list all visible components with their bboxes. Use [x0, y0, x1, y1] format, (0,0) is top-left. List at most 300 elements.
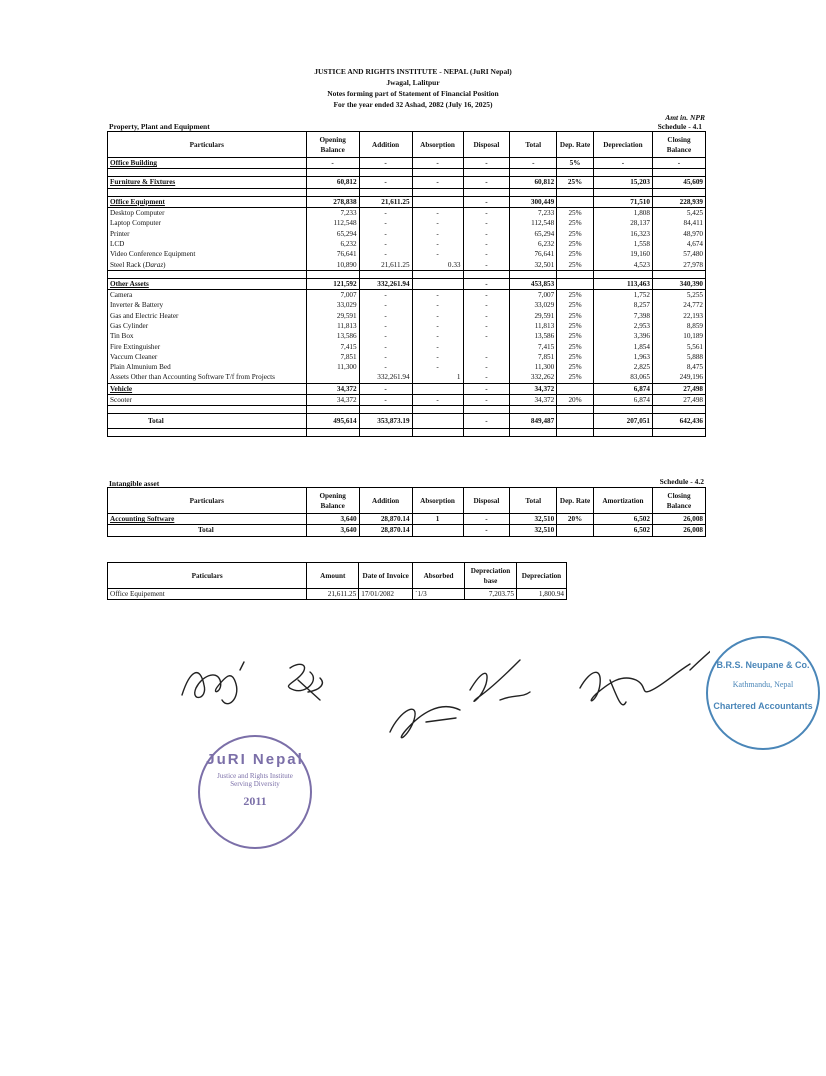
- cell-closing: 48,970: [652, 228, 705, 238]
- cell-name: Laptop Computer: [108, 218, 307, 228]
- spacer-cell: [510, 169, 557, 177]
- cell-name: Assets Other than Accounting Software T/f from Projects: [108, 372, 307, 383]
- total-rate: [557, 525, 594, 536]
- inv-col-depreciation: Depreciation: [516, 563, 566, 589]
- cell-rate: 25%: [557, 207, 594, 218]
- cell-opening: 76,641: [306, 249, 359, 259]
- group-row: [108, 158, 706, 169]
- total-closing: 26,008: [652, 525, 705, 536]
- col-closing: Closing Balance: [652, 488, 705, 514]
- cell-rate: 25%: [557, 321, 594, 331]
- cell-total: 453,853: [510, 278, 557, 289]
- spacer-cell: [557, 429, 594, 437]
- cell-total: 332,262: [510, 372, 557, 383]
- col-opening: Opening Balance: [306, 488, 359, 514]
- total-row: [108, 414, 706, 429]
- cell-opening: 7,233: [306, 207, 359, 218]
- cell-disposal: -: [463, 514, 510, 525]
- cell-name: Office Building: [108, 158, 307, 169]
- cell-addition: -: [359, 300, 412, 310]
- spacer-cell: [412, 429, 463, 437]
- cell-closing: 5,425: [652, 207, 705, 218]
- asset-row: [108, 259, 706, 270]
- cell-rate: 20%: [557, 514, 594, 525]
- col-particulars: Particulars: [108, 488, 307, 514]
- cell-closing: 340,390: [652, 278, 705, 289]
- cell-disposal: [463, 341, 510, 351]
- cell-disposal: -: [463, 158, 510, 169]
- cell-absorption: -: [412, 207, 463, 218]
- cell-rate: 25%: [557, 300, 594, 310]
- spacer-cell: [557, 406, 594, 414]
- total-name: Total: [108, 525, 307, 536]
- cell-opening: 13,586: [306, 331, 359, 341]
- cell-closing: 26,008: [652, 514, 705, 525]
- cell-addition: -: [359, 352, 412, 362]
- cell-dep: 1,963: [593, 352, 652, 362]
- cell-dep: 1,808: [593, 207, 652, 218]
- cell-dep: 6,874: [593, 383, 652, 394]
- cell-addition: 28,870.14: [359, 514, 412, 525]
- group-row: [108, 383, 706, 394]
- spacer-cell: [306, 406, 359, 414]
- cell-rate: 25%: [557, 259, 594, 270]
- spacer-cell: [359, 169, 412, 177]
- cell-closing: 84,411: [652, 218, 705, 228]
- col-rate: Dep. Rate: [557, 132, 594, 158]
- juri-stamp-year: 2011: [243, 794, 267, 808]
- asset-row: [108, 321, 706, 331]
- cell-total: 13,586: [510, 331, 557, 341]
- col-depreciation: Depreciation: [593, 132, 652, 158]
- spacer-cell: [463, 188, 510, 196]
- cell-dep: -: [593, 158, 652, 169]
- spacer-cell: [593, 188, 652, 196]
- intangible-schedule: Schedule - 4.2: [659, 477, 704, 486]
- spacer-row: [108, 270, 706, 278]
- cell-opening: 6,232: [306, 239, 359, 249]
- cell-name: Scooter: [108, 394, 307, 405]
- ppe-header-row: [108, 132, 706, 158]
- cell-absorption: -: [412, 362, 463, 372]
- col-particulars: Particulars: [108, 132, 307, 158]
- cell-absorption: -: [412, 289, 463, 300]
- cell-name: Steel Rack (Daraz): [108, 259, 307, 270]
- cell-disposal: -: [463, 207, 510, 218]
- cell-opening: [306, 372, 359, 383]
- cell-dep: 8,257: [593, 300, 652, 310]
- ppe-schedule: Schedule - 4.1: [657, 122, 702, 131]
- cell-opening: 60,812: [306, 177, 359, 188]
- cell-name: Printer: [108, 228, 307, 238]
- inv-col-particulars: Paticulars: [108, 563, 307, 589]
- cell-dep: 113,463: [593, 278, 652, 289]
- cell-dep: 15,203: [593, 177, 652, 188]
- cell-total: 7,851: [510, 352, 557, 362]
- spacer-cell: [463, 169, 510, 177]
- cell-absorption: -: [412, 239, 463, 249]
- cell-disposal: -: [463, 239, 510, 249]
- asset-row: [108, 311, 706, 321]
- inv-base: 7,203.75: [465, 589, 517, 600]
- cell-closing: 45,609: [652, 177, 705, 188]
- auditor-stamp-type: Chartered Accountants: [713, 701, 813, 711]
- cell-rate: 25%: [557, 228, 594, 238]
- invoice-row: [108, 589, 567, 600]
- cell-opening: -: [306, 158, 359, 169]
- spacer-cell: [306, 270, 359, 278]
- spacer-row: [108, 406, 706, 414]
- asset-row: [108, 341, 706, 351]
- cell-disposal: -: [463, 249, 510, 259]
- currency-note: Amt in. NPR: [665, 113, 705, 122]
- cell-closing: 22,193: [652, 311, 705, 321]
- total-name: Total: [108, 414, 307, 429]
- cell-total: 7,233: [510, 207, 557, 218]
- auditor-stamp: [706, 636, 820, 750]
- cell-dep: 16,323: [593, 228, 652, 238]
- cell-absorption: -: [412, 249, 463, 259]
- cell-rate: 25%: [557, 341, 594, 351]
- cell-total: 60,812: [510, 177, 557, 188]
- inv-amount: 21,611.25: [307, 589, 359, 600]
- cell-addition: 21,611.25: [359, 259, 412, 270]
- spacer-cell: [652, 270, 705, 278]
- cell-absorption: [412, 278, 463, 289]
- inv-col-date: Date of Invoice: [359, 563, 413, 589]
- spacer-row: [108, 429, 706, 437]
- total-dep: 207,051: [593, 414, 652, 429]
- cell-name: Inverter & Battery: [108, 300, 307, 310]
- col-opening: Opening Balance: [306, 132, 359, 158]
- cell-disposal: -: [463, 372, 510, 383]
- invoice-header-row: [108, 563, 567, 589]
- cell-disposal: -: [463, 300, 510, 310]
- cell-name: Fire Extinguisher: [108, 341, 307, 351]
- col-total: Total: [510, 132, 557, 158]
- inv-date: 17/01/2082: [359, 589, 413, 600]
- cell-absorption: -: [412, 321, 463, 331]
- cell-closing: 228,939: [652, 196, 705, 207]
- cell-opening: 65,294: [306, 228, 359, 238]
- cell-absorption: [412, 196, 463, 207]
- cell-dep: 6,874: [593, 394, 652, 405]
- cell-disposal: -: [463, 352, 510, 362]
- cell-closing: 5,255: [652, 289, 705, 300]
- cell-disposal: -: [463, 259, 510, 270]
- col-rate: Dep. Rate: [557, 488, 594, 514]
- total-total: 32,510: [510, 525, 557, 536]
- cell-absorption: -: [412, 218, 463, 228]
- juri-stamp-motto: Serving Diversity: [230, 780, 280, 788]
- cell-rate: 25%: [557, 352, 594, 362]
- report-subtitle: Notes forming part of Statement of Financial Position: [327, 89, 499, 98]
- cell-total: 7,415: [510, 341, 557, 351]
- spacer-cell: [510, 429, 557, 437]
- cell-addition: -: [359, 218, 412, 228]
- cell-disposal: -: [463, 383, 510, 394]
- cell-closing: 27,978: [652, 259, 705, 270]
- cell-rate: [557, 196, 594, 207]
- intangible-total-row: [108, 525, 706, 536]
- cell-closing: 5,888: [652, 352, 705, 362]
- cell-total: 11,300: [510, 362, 557, 372]
- cell-dep: 71,510: [593, 196, 652, 207]
- cell-dep: 2,825: [593, 362, 652, 372]
- asset-row: [108, 362, 706, 372]
- cell-addition: -: [359, 341, 412, 351]
- total-total: 849,487: [510, 414, 557, 429]
- total-rate: [557, 414, 594, 429]
- cell-absorption: -: [412, 158, 463, 169]
- org-title: JUSTICE AND RIGHTS INSTITUTE - NEPAL (JuRI Nepal): [314, 67, 512, 76]
- cell-total: 7,007: [510, 289, 557, 300]
- asset-row: [108, 289, 706, 300]
- asset-row: [108, 352, 706, 362]
- group-row: [108, 196, 706, 207]
- cell-closing: 5,561: [652, 341, 705, 351]
- spacer-cell: [652, 169, 705, 177]
- cell-rate: 25%: [557, 289, 594, 300]
- cell-total: 32,510: [510, 514, 557, 525]
- cell-closing: 4,674: [652, 239, 705, 249]
- spacer-row: [108, 188, 706, 196]
- cell-absorption: -: [412, 177, 463, 188]
- cell-opening: 10,890: [306, 259, 359, 270]
- total-disposal: -: [463, 525, 510, 536]
- asset-row: [108, 372, 706, 383]
- spacer-cell: [593, 169, 652, 177]
- cell-name: Other Assets: [108, 278, 307, 289]
- spacer-cell: [108, 169, 307, 177]
- cell-absorption: -: [412, 228, 463, 238]
- spacer-cell: [463, 270, 510, 278]
- cell-disposal: -: [463, 362, 510, 372]
- cell-rate: 25%: [557, 372, 594, 383]
- total-absorption: [412, 414, 463, 429]
- juri-stamp: [198, 735, 312, 849]
- spacer-cell: [557, 270, 594, 278]
- cell-disposal: -: [463, 196, 510, 207]
- cell-dep: 19,160: [593, 249, 652, 259]
- asset-row: [108, 300, 706, 310]
- total-addition: 28,870.14: [359, 525, 412, 536]
- cell-rate: [557, 383, 594, 394]
- spacer-cell: [510, 188, 557, 196]
- cell-disposal: -: [463, 331, 510, 341]
- col-absorption: Absorption: [412, 488, 463, 514]
- cell-name: Camera: [108, 289, 307, 300]
- spacer-cell: [652, 429, 705, 437]
- cell-total: 112,548: [510, 218, 557, 228]
- cell-opening: 11,813: [306, 321, 359, 331]
- cell-total: 33,029: [510, 300, 557, 310]
- total-absorption: [412, 525, 463, 536]
- cell-addition: -: [359, 249, 412, 259]
- cell-addition: -: [359, 177, 412, 188]
- cell-disposal: -: [463, 177, 510, 188]
- cell-addition: -: [359, 331, 412, 341]
- col-addition: Addition: [359, 132, 412, 158]
- col-total: Total: [510, 488, 557, 514]
- cell-name: Office Equipment: [108, 196, 307, 207]
- cell-name: LCD: [108, 239, 307, 249]
- signature-3: [390, 660, 530, 738]
- cell-opening: 33,029: [306, 300, 359, 310]
- asset-row: [108, 249, 706, 259]
- total-opening: 3,640: [306, 525, 359, 536]
- total-addition: 353,873.19: [359, 414, 412, 429]
- cell-opening: 3,640: [306, 514, 359, 525]
- cell-absorption: -: [412, 394, 463, 405]
- cell-rate: 25%: [557, 249, 594, 259]
- cell-addition: -: [359, 228, 412, 238]
- total-opening: 495,614: [306, 414, 359, 429]
- cell-disposal: -: [463, 289, 510, 300]
- auditor-stamp-firm: B.R.S. Neupane & Co.: [716, 660, 810, 670]
- signature-5: [690, 640, 710, 670]
- cell-addition: -: [359, 158, 412, 169]
- cell-disposal: -: [463, 394, 510, 405]
- cell-addition: -: [359, 394, 412, 405]
- spacer-cell: [593, 270, 652, 278]
- cell-closing: 8,859: [652, 321, 705, 331]
- cell-closing: 8,475: [652, 362, 705, 372]
- juri-stamp-name: JuRI Nepal: [206, 751, 304, 768]
- spacer-cell: [412, 169, 463, 177]
- intangible-title: Intangible asset: [109, 479, 160, 488]
- spacer-cell: [593, 406, 652, 414]
- cell-opening: 11,300: [306, 362, 359, 372]
- cell-absorption: 1: [412, 514, 463, 525]
- cell-addition: -: [359, 321, 412, 331]
- cell-opening: 7,851: [306, 352, 359, 362]
- cell-closing: 27,498: [652, 383, 705, 394]
- inv-col-base: Depreciation base: [465, 563, 517, 589]
- cell-name: Tin Box: [108, 331, 307, 341]
- cell-addition: -: [359, 383, 412, 394]
- cell-disposal: -: [463, 278, 510, 289]
- spacer-cell: [359, 406, 412, 414]
- cell-opening: 7,007: [306, 289, 359, 300]
- signature-1: [182, 662, 244, 704]
- spacer-cell: [306, 429, 359, 437]
- cell-rate: 25%: [557, 177, 594, 188]
- asset-row: [108, 331, 706, 341]
- cell-rate: 25%: [557, 239, 594, 249]
- spacer-cell: [359, 429, 412, 437]
- spacer-cell: [652, 406, 705, 414]
- asset-row: [108, 239, 706, 249]
- cell-dep: 7,398: [593, 311, 652, 321]
- spacer-cell: [412, 406, 463, 414]
- cell-absorption: -: [412, 341, 463, 351]
- inv-col-absorbed: Absorbed: [413, 563, 465, 589]
- cell-absorption: -: [412, 331, 463, 341]
- cell-name: Gas Cylinder: [108, 321, 307, 331]
- spacer-cell: [557, 169, 594, 177]
- cell-name: Plain Almunium Bed: [108, 362, 307, 372]
- cell-rate: 25%: [557, 218, 594, 228]
- cell-name: Furniture & Fixtures: [108, 177, 307, 188]
- spacer-cell: [652, 188, 705, 196]
- cell-dep: 28,137: [593, 218, 652, 228]
- cell-addition: -: [359, 289, 412, 300]
- spacer-cell: [593, 429, 652, 437]
- cell-name: Vaccum Cleaner: [108, 352, 307, 362]
- inv-col-amount: Amount: [307, 563, 359, 589]
- cell-opening: 278,838: [306, 196, 359, 207]
- spacer-cell: [412, 188, 463, 196]
- cell-total: 65,294: [510, 228, 557, 238]
- spacer-cell: [359, 270, 412, 278]
- cell-name: Desktop Computer: [108, 207, 307, 218]
- cell-rate: 20%: [557, 394, 594, 405]
- cell-absorption: -: [412, 300, 463, 310]
- cell-closing: 249,196: [652, 372, 705, 383]
- col-amortization: Amortization: [593, 488, 652, 514]
- cell-absorption: -: [412, 311, 463, 321]
- cell-dep: 6,502: [593, 514, 652, 525]
- report-period: For the year ended 32 Ashad, 2082 (July 16, 2025): [333, 100, 493, 109]
- inv-name: Office Equipement: [108, 589, 307, 600]
- cell-total: 11,813: [510, 321, 557, 331]
- cell-name: Accounting Software: [108, 514, 307, 525]
- cell-dep: 1,752: [593, 289, 652, 300]
- spacer-cell: [463, 429, 510, 437]
- cell-closing: 10,189: [652, 331, 705, 341]
- cell-rate: [557, 278, 594, 289]
- total-disposal: -: [463, 414, 510, 429]
- cell-absorption: -: [412, 352, 463, 362]
- cell-dep: 4,523: [593, 259, 652, 270]
- cell-total: -: [510, 158, 557, 169]
- spacer-cell: [306, 169, 359, 177]
- cell-total: 76,641: [510, 249, 557, 259]
- col-disposal: Disposal: [463, 488, 510, 514]
- cell-dep: 83,065: [593, 372, 652, 383]
- spacer-cell: [108, 188, 307, 196]
- cell-closing: 57,480: [652, 249, 705, 259]
- cell-absorption: [412, 383, 463, 394]
- asset-row: [108, 228, 706, 238]
- cell-opening: 34,372: [306, 394, 359, 405]
- cell-opening: 34,372: [306, 383, 359, 394]
- intangible-row: [108, 514, 706, 525]
- cell-addition: -: [359, 362, 412, 372]
- cell-total: 34,372: [510, 394, 557, 405]
- asset-row: [108, 218, 706, 228]
- cell-total: 300,449: [510, 196, 557, 207]
- cell-total: 32,501: [510, 259, 557, 270]
- asset-row: [108, 207, 706, 218]
- cell-rate: 5%: [557, 158, 594, 169]
- intangible-header-row: [108, 488, 706, 514]
- cell-name: Video Conference Equipment: [108, 249, 307, 259]
- auditor-stamp-city: Kathmandu, Nepal: [732, 680, 794, 689]
- group-row: [108, 177, 706, 188]
- cell-closing: 24,772: [652, 300, 705, 310]
- cell-addition: 332,261.94: [359, 278, 412, 289]
- cell-opening: 7,415: [306, 341, 359, 351]
- cell-name: Gas and Electric Heater: [108, 311, 307, 321]
- cell-opening: 121,592: [306, 278, 359, 289]
- spacer-cell: [510, 270, 557, 278]
- inv-absorbed: `1/3: [413, 589, 465, 600]
- cell-addition: -: [359, 207, 412, 218]
- cell-rate: 25%: [557, 331, 594, 341]
- cell-rate: 25%: [557, 311, 594, 321]
